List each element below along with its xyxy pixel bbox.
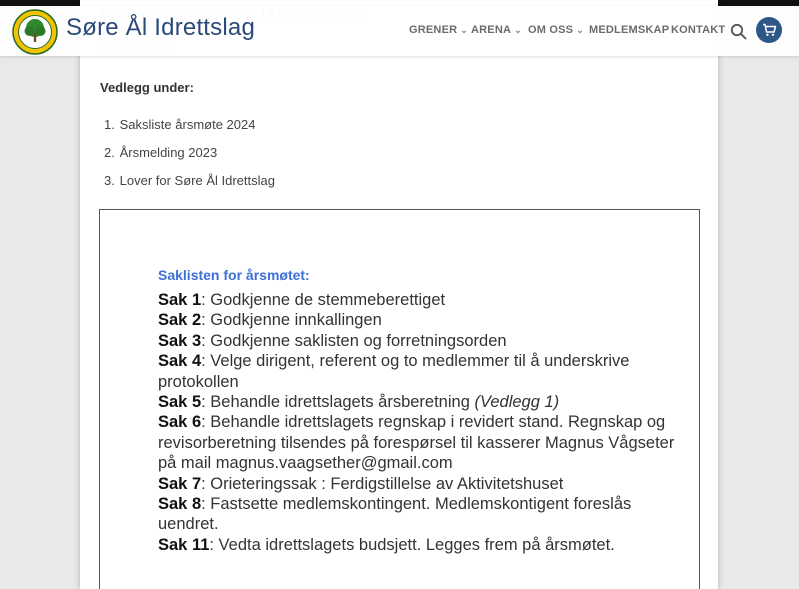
attachment-link-saksliste[interactable]: 1. Saksliste årsmøte 2024 <box>104 117 256 132</box>
cart-icon <box>762 23 777 37</box>
agenda-item: Sak 3: Godkjenne saklisten og forretningsorden <box>158 331 507 350</box>
agenda-item: Sak 11: Vedta idrettslagets budsjett. Legges frem på årsmøtet. <box>158 535 615 554</box>
attachment-link-lover[interactable]: 3. Lover for Søre Ål Idrettslag <box>104 173 275 188</box>
attachments-heading: Vedlegg under: <box>100 80 194 95</box>
document-heading: Saklisten for årsmøtet: <box>158 267 310 283</box>
document-preview[interactable] <box>99 209 700 589</box>
agenda-item: Sak 2: Godkjenne innkallingen <box>158 311 382 330</box>
nav-kontakt[interactable]: KONTAKT <box>671 24 726 36</box>
nav-arena[interactable]: ARENA ⌄ <box>471 24 522 36</box>
chevron-down-icon: ⌄ <box>576 25 584 35</box>
nav-grener[interactable]: GRENER ⌄ <box>409 24 469 36</box>
agenda-item: Sak 5: Behandle idrettslagets årsberetning (Vedlegg 1) <box>158 393 560 412</box>
agenda-list <box>158 290 678 555</box>
attachment-link-arsmelding[interactable]: 2. Årsmelding 2023 <box>104 145 218 160</box>
agenda-item: Sak 6: Behandle idrettslagets regnskap i revidert stand. Regnskap og revisorberetning tilsendes på forespørsel til kasserer Magnus Vågseter på mail magnus.vaagsether@gmail.com <box>158 413 675 473</box>
attachment-list <box>104 117 275 201</box>
site-title[interactable]: Søre Ål Idrettslag <box>66 14 256 41</box>
chevron-down-icon: ⌄ <box>460 25 469 35</box>
cart-button[interactable] <box>756 17 782 43</box>
chevron-down-icon: ⌄ <box>514 25 522 35</box>
agenda-item: Sak 4: Velge dirigent, referent og to medlemmer til å underskrive protokollen <box>158 352 630 391</box>
agenda-item: Sak 1: Godkjenne de stemmeberettiget <box>158 291 446 309</box>
club-logo-icon[interactable] <box>12 9 58 55</box>
agenda-item: Sak 7: Orieteringssak : Ferdigstillelse av Aktivitetshuset <box>158 474 564 493</box>
site-header <box>0 6 799 56</box>
nav-om-oss[interactable]: OM OSS ⌄ <box>528 24 584 36</box>
agenda-item: Sak 8: Fastsette medlemskontingent. Medlemskontigent foreslås uendret. <box>158 495 632 534</box>
search-icon[interactable] <box>730 23 747 40</box>
nav-medlemskap[interactable]: MEDLEMSKAP <box>589 24 670 36</box>
